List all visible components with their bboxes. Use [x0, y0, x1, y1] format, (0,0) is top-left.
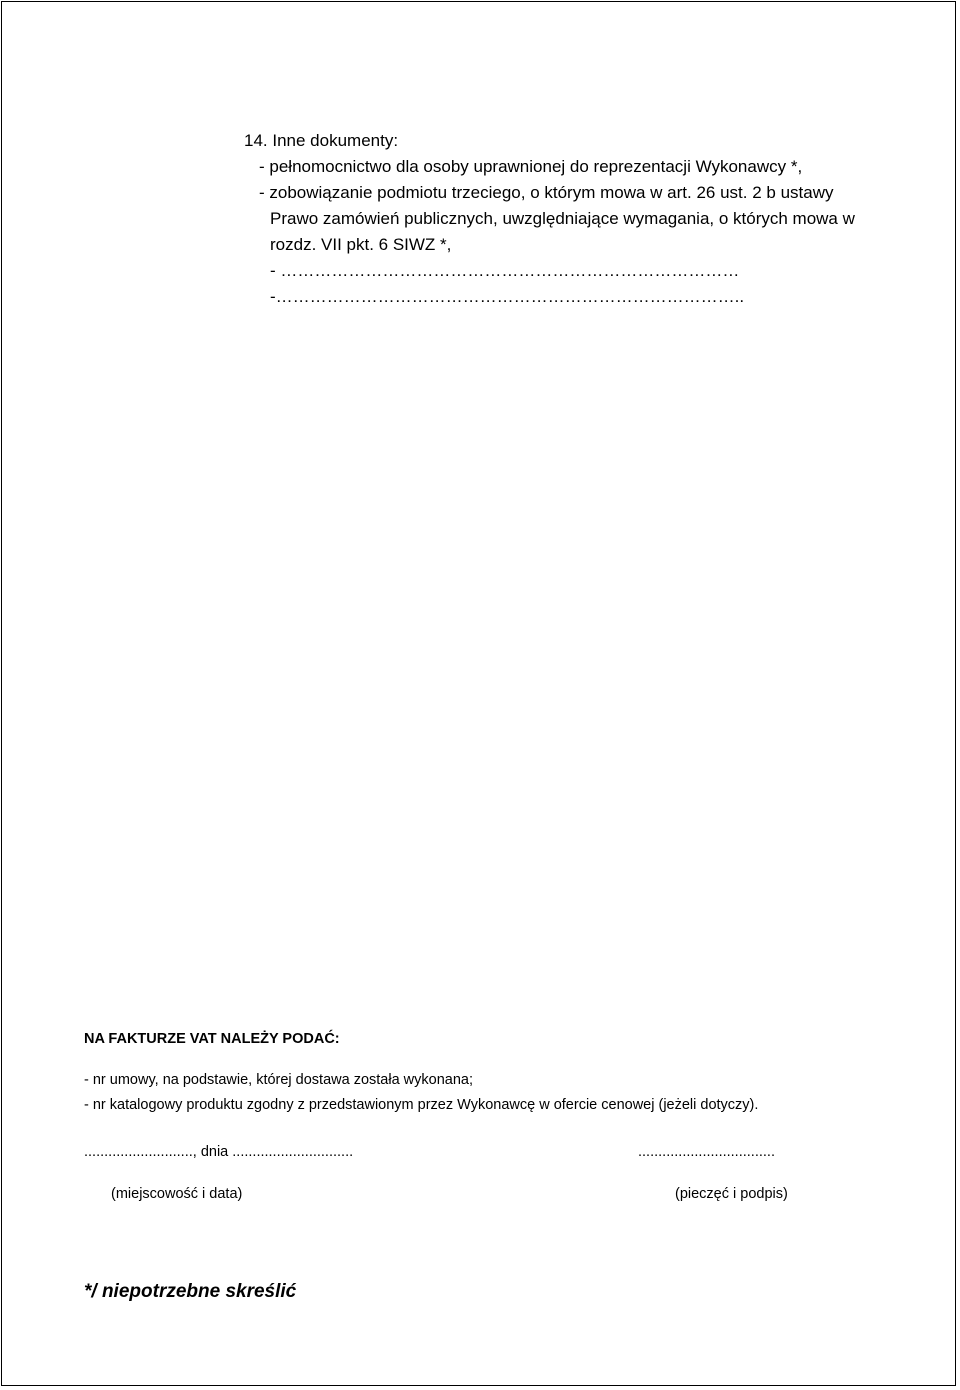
section-other-documents	[244, 128, 924, 310]
invoice-item-contract-number: - nr umowy, na podstawie, której dostawa została wykonana;	[84, 1072, 474, 1088]
blank-line-1: - ………………………………………………………………………	[270, 261, 740, 280]
list-item-third-party-commitment: - zobowiązanie podmiotu trzeciego, o którym mowa w art. 26 ust. 2 b ustawy	[259, 183, 834, 202]
list-item-third-party-commitment-cont: Prawo zamówień publicznych, uwzględniające wymagania, o których mowa w	[270, 209, 855, 228]
place-date-caption: (miejscowość i data)	[111, 1186, 243, 1202]
list-item-third-party-commitment-cont2: rozdz. VII pkt. 6 SIWZ *,	[270, 235, 452, 254]
place-date-line: ..........................., dnia ..............................	[84, 1144, 354, 1160]
blank-line-2: -………………………………………………………………………..	[270, 287, 745, 306]
invoice-title: NA FAKTURZE VAT NALEŻY PODAĆ:	[84, 1031, 340, 1047]
section-heading: 14. Inne dokumenty:	[244, 131, 399, 150]
list-item-power-of-attorney: - pełnomocnictwo dla osoby uprawnionej do reprezentacji Wykonawcy *,	[259, 157, 803, 176]
invoice-item-catalog-number: - nr katalogowy produktu zgodny z przedstawionym przez Wykonawcę w ofercie cenowej (jeżeli dotyczy).	[84, 1097, 759, 1113]
footnote: */ niepotrzebne skreślić	[84, 1281, 297, 1302]
stamp-signature-caption: (pieczęć i podpis)	[675, 1186, 788, 1202]
invoice-requirements-list	[84, 1068, 758, 1118]
stamp-signature-line: ..................................	[638, 1144, 775, 1160]
